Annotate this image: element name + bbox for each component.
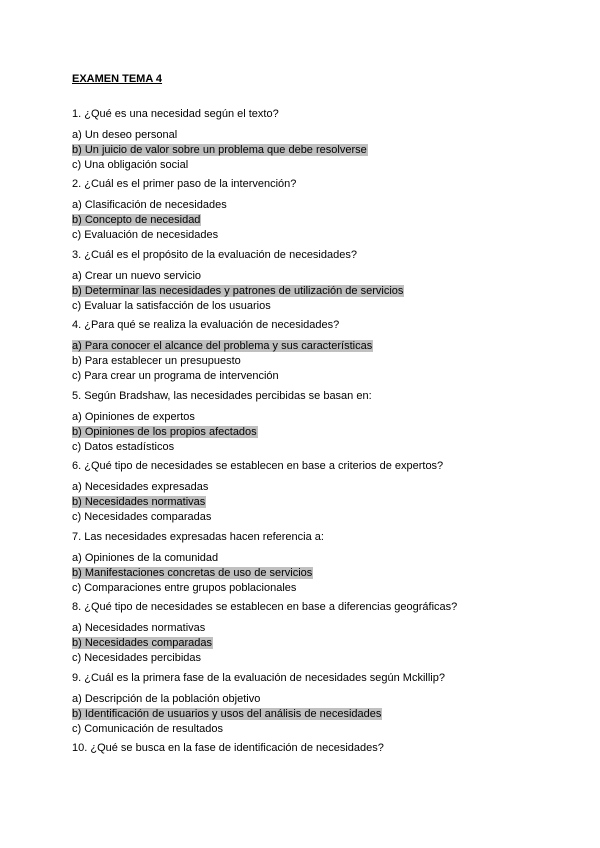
answer-option: c) Una obligación social <box>72 159 189 171</box>
question-6 <box>72 459 572 525</box>
answer-option: b) Para establecer un presupuesto <box>72 355 241 367</box>
answer-option: a) Crear un nuevo servicio <box>72 270 202 282</box>
answer-option: b) Necesidades normativas <box>72 496 206 508</box>
answer-option: c) Comunicación de resultados <box>72 723 224 735</box>
answer-option: c) Necesidades percibidas <box>72 652 202 664</box>
question-2 <box>72 177 572 243</box>
answer-option: b) Necesidades comparadas <box>72 637 213 649</box>
question-text: 5. Según Bradshaw, las necesidades percibidas se basan en: <box>72 390 372 402</box>
answer-option: c) Para crear un programa de intervención <box>72 370 279 382</box>
answer-option: b) Manifestaciones concretas de uso de servicios <box>72 567 313 579</box>
answer-option: a) Un deseo personal <box>72 129 178 141</box>
answer-option: c) Evaluación de necesidades <box>72 229 219 241</box>
answer-option: a) Necesidades normativas <box>72 622 206 634</box>
answer-option: a) Clasificación de necesidades <box>72 199 227 211</box>
question-text: 9. ¿Cuál es la primera fase de la evaluación de necesidades según Mckillip? <box>72 672 445 684</box>
answer-option: a) Opiniones de expertos <box>72 411 195 423</box>
question-text: 2. ¿Cuál es el primer paso de la intervención? <box>72 178 297 190</box>
answer-option: c) Necesidades comparadas <box>72 511 212 523</box>
answer-option: c) Comparaciones entre grupos poblacionales <box>72 582 297 594</box>
answer-option: a) Necesidades expresadas <box>72 481 209 493</box>
question-1 <box>72 107 572 173</box>
answer-option: c) Datos estadísticos <box>72 441 175 453</box>
answer-option: a) Para conocer el alcance del problema y sus características <box>72 340 373 352</box>
question-text: 3. ¿Cuál es el propósito de la evaluación de necesidades? <box>72 249 357 261</box>
answer-option: c) Evaluar la satisfacción de los usuarios <box>72 300 271 312</box>
document-title: EXAMEN TEMA 4 <box>72 73 163 85</box>
answer-option: b) Opiniones de los propios afectados <box>72 426 257 438</box>
question-10 <box>72 741 572 756</box>
question-9 <box>72 671 572 737</box>
answer-option: b) Determinar las necesidades y patrones de utilización de servicios <box>72 285 404 297</box>
question-text: 1. ¿Qué es una necesidad según el texto? <box>72 108 279 120</box>
question-4 <box>72 318 572 384</box>
question-text: 6. ¿Qué tipo de necesidades se establecen en base a criterios de expertos? <box>72 460 444 472</box>
question-3 <box>72 248 572 314</box>
question-text: 7. Las necesidades expresadas hacen referencia a: <box>72 531 324 543</box>
question-7 <box>72 530 572 596</box>
answer-option: a) Descripción de la población objetivo <box>72 693 261 705</box>
question-text: 8. ¿Qué tipo de necesidades se establecen en base a diferencias geográficas? <box>72 601 458 613</box>
answer-option: b) Identificación de usuarios y usos del análisis de necesidades <box>72 708 382 720</box>
answer-option: b) Concepto de necesidad <box>72 214 201 226</box>
question-text: 4. ¿Para qué se realiza la evaluación de necesidades? <box>72 319 340 331</box>
answer-option: b) Un juicio de valor sobre un problema que debe resolverse <box>72 144 367 156</box>
question-text: 10. ¿Qué se busca en la fase de identificación de necesidades? <box>72 742 384 754</box>
question-5 <box>72 389 572 455</box>
question-8 <box>72 600 572 666</box>
answer-option: a) Opiniones de la comunidad <box>72 552 219 564</box>
